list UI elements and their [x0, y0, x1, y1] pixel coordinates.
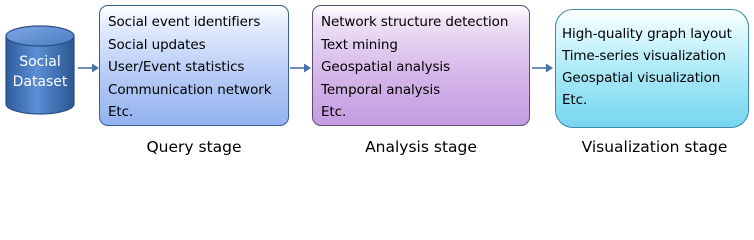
query-stage-box — [99, 5, 289, 126]
arrow-right-icon — [290, 62, 312, 74]
visualization-item: High-quality graph layout — [562, 26, 732, 42]
query-item: Etc. — [108, 104, 134, 120]
social-dataset-node — [4, 24, 76, 116]
visualization-stage-box — [555, 9, 749, 128]
social-dataset-label-line2: Dataset — [12, 74, 68, 90]
analysis-stage-box — [312, 5, 530, 126]
query-item: Social event identifiers — [108, 14, 261, 30]
analysis-item: Etc. — [321, 104, 347, 120]
arrow-right-icon — [78, 62, 100, 74]
visualization-stage-caption: Visualization stage — [581, 138, 728, 156]
analysis-item: Temporal analysis — [321, 81, 441, 98]
analysis-item: Network structure detection — [321, 14, 509, 30]
social-dataset-label — [4, 52, 76, 92]
analysis-item: Text mining — [321, 36, 398, 53]
visualization-item: Time-series visualization — [562, 48, 727, 64]
visualization-item: Geospatial visualization — [562, 70, 721, 86]
analysis-item: Geospatial analysis — [321, 59, 451, 75]
query-item: Communication network — [108, 81, 272, 98]
query-item: User/Event statistics — [108, 59, 245, 75]
analysis-stage-caption: Analysis stage — [365, 138, 477, 156]
query-item: Social updates — [108, 36, 206, 53]
social-dataset-label-line1: Social — [19, 54, 61, 70]
query-stage-caption: Query stage — [146, 138, 242, 156]
visualization-item: Etc. — [562, 92, 588, 108]
arrow-right-icon — [532, 62, 554, 74]
